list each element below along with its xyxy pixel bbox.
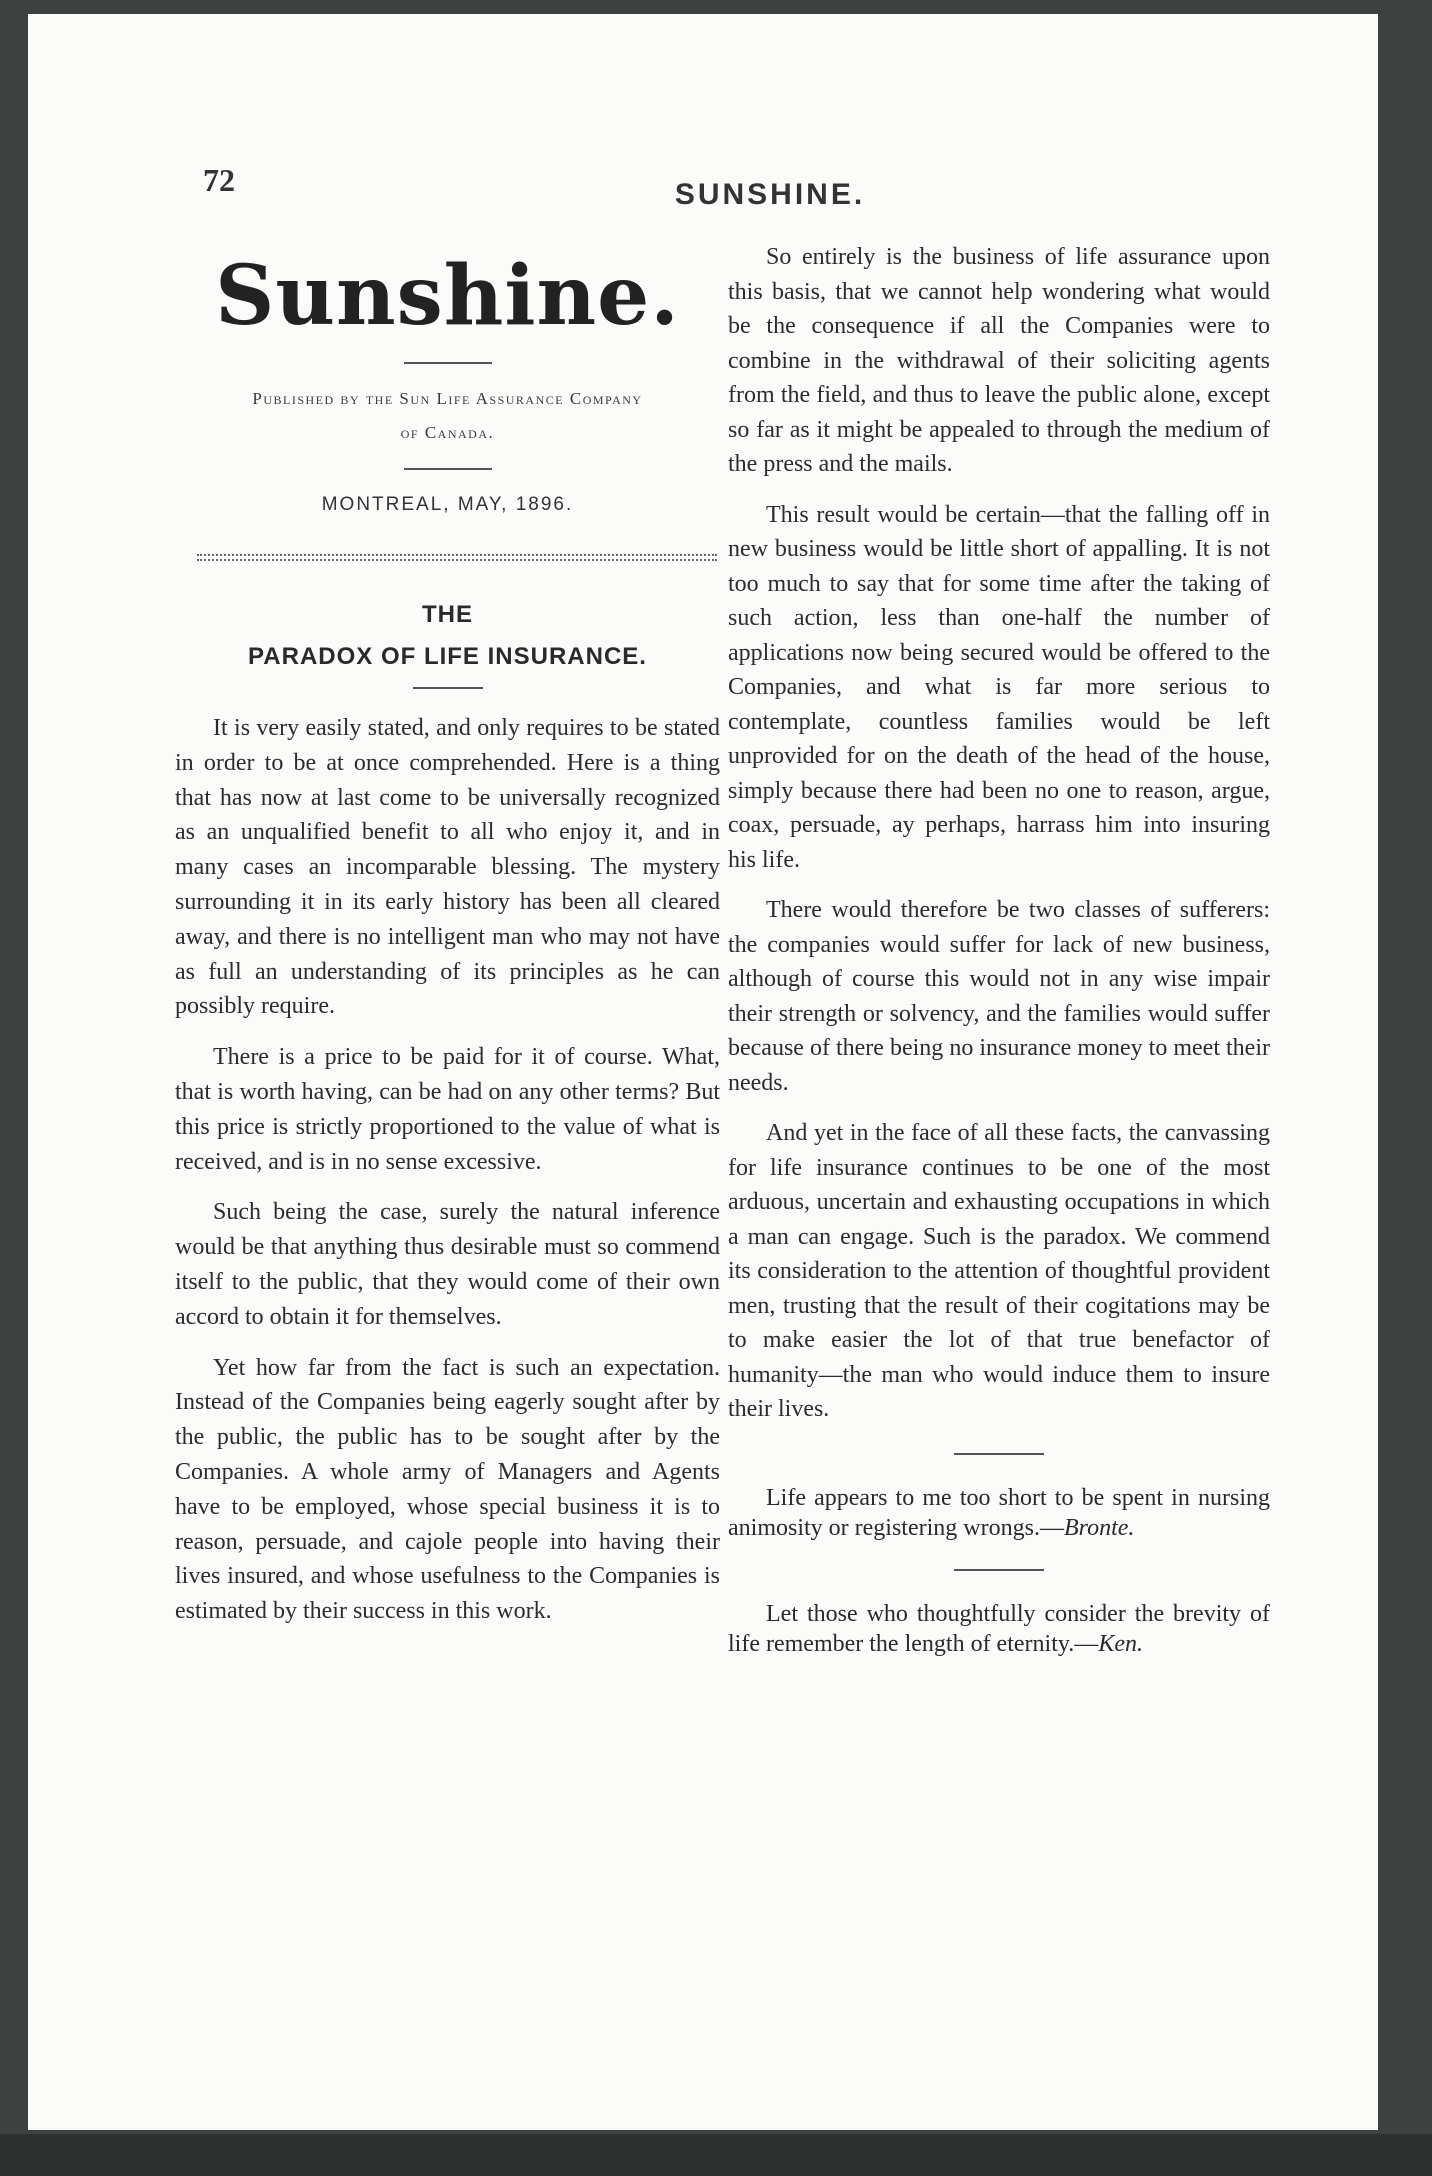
paragraph: It is very easily stated, and only requires to be stated in order to be at once comprehended. Here is a thing that has now at last come to be universally recognized as an unqualified benefit to all who enjoy it, and in many cases an incomparable blessing. The mystery surrounding it in its early history has been all cleared away, and there is no intelligent man who may not have as full an understanding of its principles as he can possibly require. xyxy=(175,715,720,1020)
publisher-line-1: Published by the Sun Life Assurance Company xyxy=(252,389,643,408)
article-kicker: THE xyxy=(422,601,473,628)
paragraph: Such being the case, surely the natural inference would be that anything thus desirable must so commend itself to the public, that they would come of their own accord to obtain it for themselves. xyxy=(175,1199,720,1330)
paragraph: There is a price to be paid for it of course. What, that is worth having, can be had on any other terms? But this price is strictly proportioned to the value of what is received, and is in no sense excessive. xyxy=(175,1044,720,1175)
paragraph: And yet in the face of all these facts, the canvassing for life insurance continues to be one of the most arduous, uncertain and exhausting occupations in which a man can engage. Such is the paradox. We commend its consideration to the attention of thoughtful provident men, trusting that the result of their cogitations may be to make easier the lot of that true benefactor of humanity—the man who would induce them to insure their lives. xyxy=(728,1120,1270,1422)
quote-text: Life appears to me too short to be spent in nursing animosity or registering wrongs.— xyxy=(728,1484,1270,1541)
double-rule xyxy=(197,554,717,561)
dateline: MONTREAL, MAY, 1896. xyxy=(321,494,574,515)
divider xyxy=(954,1569,1044,1571)
publisher-line xyxy=(175,382,720,450)
masthead-title: Sunshine. xyxy=(215,248,680,344)
paragraph: Yet how far from the fact is such an expectation. Instead of the Companies being eagerly sought after by the public, the public has to be sought after by the Companies. A whole army of Managers and Agents have to be employed, whose special business it is to reason, persuade, and cajole people into having their lives insured, and whose usefulness to the Companies is estimated by their success in this work. xyxy=(175,1354,720,1625)
quote-author: Bronte. xyxy=(1063,1514,1135,1541)
quote xyxy=(728,1599,1270,1659)
page-number: 72 xyxy=(203,162,235,198)
divider xyxy=(404,362,492,364)
quote-author: Ken. xyxy=(1098,1630,1143,1657)
running-head: SUNSHINE. xyxy=(674,178,866,211)
paragraph: This result would be certain—that the falling off in new business would be little short of appalling. It is not too much to say that for some time after the taking of such action, less than one-half the number of applications now being secured would be offered to the Companies, and what is far more serious to contemplate, countless families would be left unprovided for on the death of the head of the house, simply because there had been no one to reason, argue, coax, persuade, ay perhaps, harrass him into insuring his life. xyxy=(728,501,1270,873)
divider xyxy=(404,468,492,470)
quote-text: Let those who thoughtfully consider the brevity of life remember the length of eternity.— xyxy=(728,1600,1270,1657)
quote xyxy=(728,1483,1270,1543)
divider xyxy=(413,687,483,689)
divider xyxy=(954,1453,1044,1455)
paragraph: There would therefore be two classes of sufferers: the companies would suffer for lack of new business, although of course this would not in any wise impair their strength or solvency, and the families would suffer because of there being no insurance money to meet their needs. xyxy=(728,897,1270,1096)
scan-border xyxy=(0,2134,1432,2176)
paragraph: So entirely is the business of life assurance upon this basis, that we cannot help wondering what would be the consequence if all the Companies were to combine in the withdrawal of their soliciting agents from the field, and thus to leave the public alone, except so far as it might be appealed to through the medium of the press and the mails. xyxy=(728,244,1270,477)
left-column xyxy=(175,240,720,1645)
right-column xyxy=(728,240,1270,1659)
publisher-line-2: of Canada. xyxy=(400,423,495,442)
article-title: PARADOX OF LIFE INSURANCE. xyxy=(248,643,647,670)
